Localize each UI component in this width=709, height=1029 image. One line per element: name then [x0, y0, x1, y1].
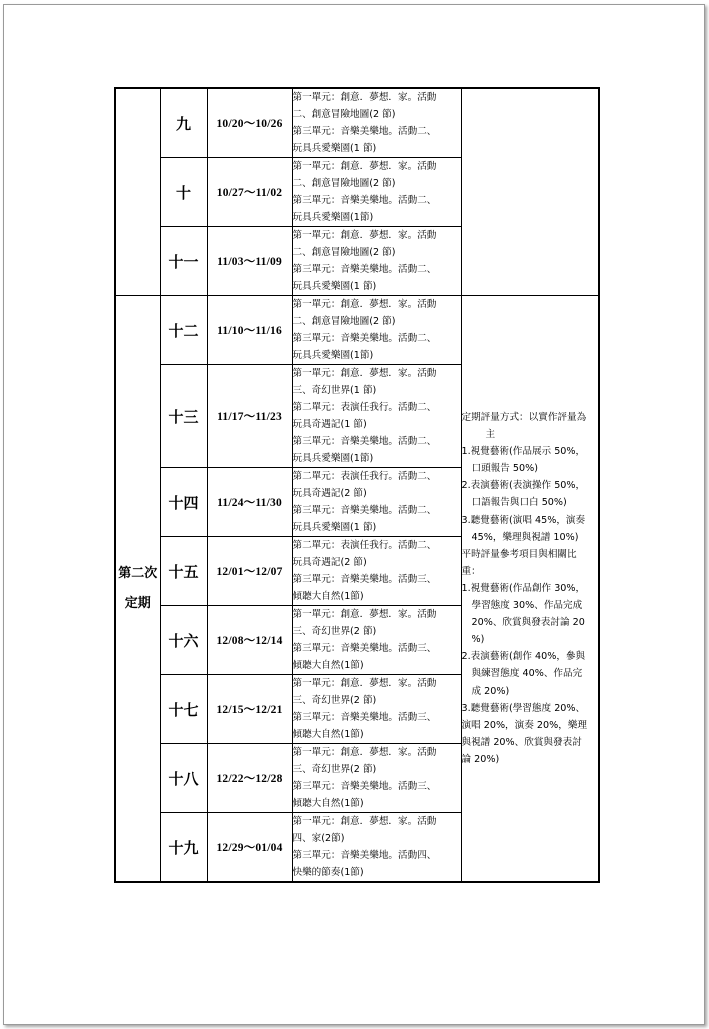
assessment-line: 3.聽覺藝術(學習態度 20%、	[461, 702, 586, 714]
week-date-range: 11/10～11/16	[207, 296, 292, 365]
content-line: 三、奇幻世界(2 節)	[292, 695, 377, 706]
content-line: 玩具兵愛樂園(1節)	[292, 453, 374, 464]
week-number: 十五	[160, 537, 207, 606]
week-date-range: 12/01～12/07	[207, 537, 292, 606]
week-number: 十六	[160, 606, 207, 675]
content-line: 玩具兵愛樂園(1節)	[292, 350, 374, 361]
content-line: 第一單元：創意．夢想．家。活動	[292, 230, 437, 241]
week-content	[292, 537, 461, 606]
table-row	[115, 88, 599, 158]
content-line: 三、奇幻世界(2 節)	[292, 764, 377, 775]
assessment-line: 學習態度 30%、作品完成	[471, 600, 583, 612]
assessment-line: 重：	[461, 565, 481, 577]
week-date-range: 12/22～12/28	[207, 744, 292, 813]
content-line: 第三單元：音樂美樂地。活動二、	[292, 333, 437, 344]
week-number: 十一	[160, 227, 207, 296]
assessment-line: 1.視覺藝術(作品展示 50%，	[461, 446, 586, 458]
content-line: 玩具兵愛樂園(1 節)	[292, 281, 377, 292]
content-line: 傾聽大自然(1節)	[292, 729, 364, 740]
week-content	[292, 744, 461, 813]
table-row	[115, 296, 599, 365]
week-content	[292, 296, 461, 365]
week-number: 十七	[160, 675, 207, 744]
content-line: 玩具兵愛樂園(1節)	[292, 212, 374, 223]
content-line: 傾聽大自然(1節)	[292, 591, 364, 602]
content-line: 第三單元：音樂美樂地。活動四、	[292, 850, 437, 861]
week-date-range: 10/27～11/02	[207, 158, 292, 227]
content-line: 第三單元：音樂美樂地。活動三、	[292, 781, 437, 792]
exam-label-line: 定期	[124, 595, 151, 611]
assessment-line: 定期評量方式：以實作評量為	[461, 412, 587, 424]
week-content	[292, 88, 461, 158]
assessment-line: 口頭報告 50%)	[471, 463, 538, 475]
content-line: 玩具兵愛樂園(1 節)	[292, 143, 377, 154]
content-line: 二、創意冒險地圖(2 節)	[292, 316, 396, 327]
week-number: 十	[160, 158, 207, 227]
week-content	[292, 675, 461, 744]
week-content	[292, 813, 461, 883]
content-line: 三、奇幻世界(2 節)	[292, 626, 377, 637]
content-line: 第二單元：表演任我行。活動二、	[292, 471, 437, 482]
week-number: 九	[160, 88, 207, 158]
content-line: 第三單元：音樂美樂地。活動二、	[292, 436, 437, 447]
content-line: 第三單元：音樂美樂地。活動二、	[292, 264, 437, 275]
exam-label	[115, 296, 160, 883]
content-line: 第三單元：音樂美樂地。活動二、	[292, 195, 437, 206]
week-content	[292, 158, 461, 227]
assessment-line: 論 20%)	[461, 753, 500, 765]
content-line: 二、創意冒險地圖(2 節)	[292, 109, 396, 120]
content-line: 第一單元：創意．夢想．家。活動	[292, 161, 437, 172]
week-date-range: 12/15～12/21	[207, 675, 292, 744]
content-line: 玩具奇遇記(2 節)	[292, 488, 367, 499]
week-date-range: 11/24～11/30	[207, 468, 292, 537]
week-content	[292, 468, 461, 537]
week-number: 十二	[160, 296, 207, 365]
assessment-cell-first	[461, 88, 599, 296]
assessment-line: 3.聽覺藝術(演唱 45%，演奏	[461, 514, 586, 526]
schedule-table	[114, 87, 600, 883]
week-date-range: 10/20～10/26	[207, 88, 292, 158]
assessment-line: %)	[471, 634, 485, 646]
content-line: 傾聽大自然(1節)	[292, 660, 364, 671]
exam-label-line: 第二次	[118, 565, 158, 581]
content-line: 二、創意冒險地圖(2 節)	[292, 178, 396, 189]
assessment-line: 演唱 20%，演奏 20%，樂理	[461, 719, 587, 731]
assessment-methods	[461, 296, 599, 883]
content-line: 二、創意冒險地圖(2 節)	[292, 247, 396, 258]
content-line: 第三單元：音樂美樂地。活動二、	[292, 505, 437, 516]
content-line: 第二單元：表演任我行。活動二、	[292, 402, 437, 413]
content-line: 第一單元：創意．夢想．家。活動	[292, 299, 437, 310]
content-line: 玩具兵愛樂園(1 節)	[292, 522, 377, 533]
week-number: 十四	[160, 468, 207, 537]
assessment-line: 2.表演藝術(創作 40%，參與	[461, 651, 586, 663]
content-line: 第三單元：音樂美樂地。活動三、	[292, 712, 437, 723]
assessment-line: 成 20%)	[471, 685, 510, 697]
content-line: 玩具奇遇記(2 節)	[292, 557, 367, 568]
assessment-line: 1.視覺藝術(作品創作 30%，	[461, 582, 586, 594]
assessment-line: 45%，樂理與視譜 10%)	[471, 531, 579, 543]
assessment-line: 與視譜 20%、欣賞與發表討	[461, 736, 582, 748]
assessment-line: 平時評量參考項目與相關比	[461, 548, 577, 560]
content-line: 四、家(2節)	[292, 833, 345, 844]
week-content	[292, 606, 461, 675]
week-date-range: 11/17～11/23	[207, 365, 292, 468]
content-line: 傾聽大自然(1節)	[292, 798, 364, 809]
content-line: 第三單元：音樂美樂地。活動三、	[292, 643, 437, 654]
assessment-line: 20%、欣賞與發表討論 20	[471, 617, 585, 629]
content-line: 快樂的節奏(1節)	[292, 867, 364, 878]
content-line: 第一單元：創意．夢想．家。活動	[292, 92, 437, 103]
week-date-range: 11/03～11/09	[207, 227, 292, 296]
content-line: 第三單元：音樂美樂地。活動三、	[292, 574, 437, 585]
content-line: 第一單元：創意．夢想．家。活動	[292, 609, 437, 620]
week-date-range: 12/29～01/04	[207, 813, 292, 883]
content-line: 第一單元：創意．夢想．家。活動	[292, 368, 437, 379]
content-line: 第三單元：音樂美樂地。活動二、	[292, 126, 437, 137]
week-content	[292, 365, 461, 468]
week-date-range: 12/08～12/14	[207, 606, 292, 675]
week-number: 十九	[160, 813, 207, 883]
content-line: 第一單元：創意．夢想．家。活動	[292, 678, 437, 689]
exam-cell-first	[115, 88, 160, 296]
assessment-line: 2.表演藝術(表演操作 50%，	[461, 480, 586, 492]
content-line: 第一單元：創意．夢想．家。活動	[292, 816, 437, 827]
content-line: 玩具奇遇記(1 節)	[292, 419, 367, 430]
assessment-line: 口語報告與口白 50%)	[471, 497, 567, 509]
content-line: 第二單元：表演任我行。活動二、	[292, 540, 437, 551]
content-line: 三、奇幻世界(1 節)	[292, 385, 377, 396]
week-number: 十三	[160, 365, 207, 468]
content-line: 第一單元：創意．夢想．家。活動	[292, 747, 437, 758]
assessment-line: 與練習態度 40%、作品完	[471, 668, 583, 680]
assessment-line: 主	[485, 429, 496, 441]
week-number: 十八	[160, 744, 207, 813]
week-content	[292, 227, 461, 296]
